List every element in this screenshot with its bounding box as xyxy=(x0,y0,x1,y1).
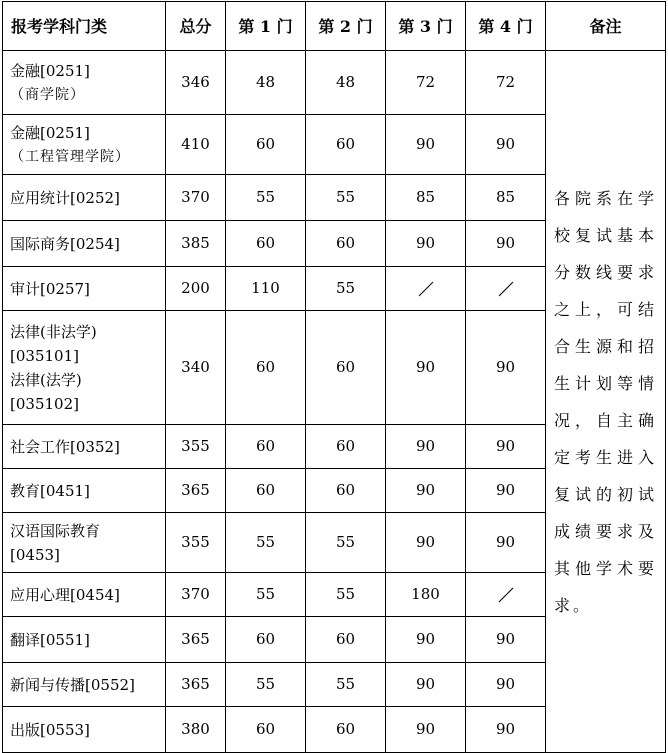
course-score-cell: 55 xyxy=(226,663,306,707)
total-score-cell: 355 xyxy=(166,425,226,469)
subject-line: 法律(非法学) xyxy=(10,322,97,341)
course-score-cell: 90 xyxy=(386,425,466,469)
subject-cell xyxy=(3,221,166,267)
total-score-cell: 346 xyxy=(166,51,226,115)
course-score-cell: 60 xyxy=(306,469,386,513)
course-score-cell: 48 xyxy=(306,51,386,115)
course-score-cell: 90 xyxy=(386,469,466,513)
total-score-cell: 200 xyxy=(166,267,226,311)
course-score-cell: 110 xyxy=(226,267,306,311)
subject-cell xyxy=(3,707,166,753)
not-applicable-cell xyxy=(386,267,466,311)
course-score-cell: 55 xyxy=(226,513,306,573)
course-score-cell: 55 xyxy=(226,175,306,221)
course-score-cell: 60 xyxy=(226,425,306,469)
course2-header: 第 2 门 xyxy=(306,2,386,51)
course-score-cell: 60 xyxy=(306,311,386,425)
table-body xyxy=(3,51,666,753)
subject-note: （商学院） xyxy=(10,86,85,103)
remark-cell: 各院系在学校复试基本分数线要求之上，可结合生源和招生计划等情况，自主确定考生进入复试的初试成绩要求及其他学术要求。 xyxy=(546,51,666,753)
subject-line: 汉语国际教育 xyxy=(10,521,101,540)
course-score-cell: 60 xyxy=(226,469,306,513)
total-score-cell: 365 xyxy=(166,617,226,663)
total-score-cell: 355 xyxy=(166,513,226,573)
subject-line: 法律(法学) xyxy=(10,370,82,389)
total-score-cell: 340 xyxy=(166,311,226,425)
course-score-cell: 72 xyxy=(466,51,546,115)
total-score-cell: 365 xyxy=(166,663,226,707)
course-score-cell: 90 xyxy=(386,707,466,753)
table-row xyxy=(3,51,666,115)
course-score-cell: 90 xyxy=(466,513,546,573)
total-score-cell: 370 xyxy=(166,175,226,221)
slash-icon xyxy=(417,280,435,298)
total-score-cell: 365 xyxy=(166,469,226,513)
course-score-cell: 90 xyxy=(466,221,546,267)
course3-header: 第 3 门 xyxy=(386,2,466,51)
subject-line: 应用统计[0252] xyxy=(10,188,120,207)
subject-line: [035101] xyxy=(10,346,79,365)
subject-line: 社会工作[0352] xyxy=(10,437,120,456)
course-score-cell: 48 xyxy=(226,51,306,115)
subject-header: 报考学科门类 xyxy=(3,2,166,51)
subject-line: 应用心理[0454] xyxy=(10,585,120,604)
course-score-cell: 55 xyxy=(306,663,386,707)
course-score-cell: 90 xyxy=(386,617,466,663)
course-score-cell: 90 xyxy=(466,707,546,753)
course-score-cell: 60 xyxy=(226,617,306,663)
course-score-cell: 60 xyxy=(306,221,386,267)
course-score-cell: 90 xyxy=(386,221,466,267)
course-score-cell: 55 xyxy=(306,175,386,221)
subject-note: （工程管理学院） xyxy=(10,148,130,165)
course-score-cell: 90 xyxy=(466,617,546,663)
course-score-cell: 90 xyxy=(386,311,466,425)
course-score-cell: 60 xyxy=(226,707,306,753)
course-score-cell: 60 xyxy=(306,707,386,753)
course-score-cell: 90 xyxy=(386,115,466,175)
subject-cell xyxy=(3,617,166,663)
course4-header: 第 4 门 xyxy=(466,2,546,51)
subject-line: 翻译[0551] xyxy=(10,630,90,649)
course-score-cell: 55 xyxy=(306,267,386,311)
course-score-cell: 90 xyxy=(466,663,546,707)
slash-icon xyxy=(497,280,515,298)
course-score-cell: 60 xyxy=(306,115,386,175)
not-applicable-cell xyxy=(466,573,546,617)
subject-cell xyxy=(3,115,166,175)
not-applicable-cell xyxy=(466,267,546,311)
course-score-cell: 90 xyxy=(466,311,546,425)
subject-cell xyxy=(3,51,166,115)
subject-line: 金融[0251] xyxy=(10,123,90,142)
subject-cell xyxy=(3,513,166,573)
remark-header: 备注 xyxy=(546,2,666,51)
subject-line: 国际商务[0254] xyxy=(10,234,120,253)
course-score-cell: 55 xyxy=(306,573,386,617)
course-score-cell: 60 xyxy=(226,115,306,175)
course-score-cell: 85 xyxy=(386,175,466,221)
score-table xyxy=(2,1,666,753)
subject-line: 出版[0553] xyxy=(10,720,90,739)
subject-cell xyxy=(3,175,166,221)
course-score-cell: 90 xyxy=(386,513,466,573)
total-score-cell: 385 xyxy=(166,221,226,267)
course-score-cell: 90 xyxy=(466,425,546,469)
slash-icon xyxy=(497,586,515,604)
subject-cell xyxy=(3,311,166,425)
subject-line: [035102] xyxy=(10,394,79,413)
subject-cell xyxy=(3,663,166,707)
subject-cell xyxy=(3,469,166,513)
subject-line: 金融[0251] xyxy=(10,61,90,80)
course-score-cell: 60 xyxy=(306,617,386,663)
course-score-cell: 55 xyxy=(226,573,306,617)
subject-cell xyxy=(3,425,166,469)
course-score-cell: 55 xyxy=(306,513,386,573)
course-score-cell: 90 xyxy=(386,663,466,707)
subject-cell xyxy=(3,267,166,311)
course-score-cell: 180 xyxy=(386,573,466,617)
course-score-cell: 90 xyxy=(466,469,546,513)
total-score-cell: 380 xyxy=(166,707,226,753)
course-score-cell: 60 xyxy=(226,311,306,425)
total-score-cell: 410 xyxy=(166,115,226,175)
subject-line: [0453] xyxy=(10,545,60,564)
course-score-cell: 60 xyxy=(306,425,386,469)
course-score-cell: 72 xyxy=(386,51,466,115)
course1-header: 第 1 门 xyxy=(226,2,306,51)
course-score-cell: 60 xyxy=(226,221,306,267)
subject-line: 审计[0257] xyxy=(10,279,90,298)
total-header: 总分 xyxy=(166,2,226,51)
subject-cell xyxy=(3,573,166,617)
total-score-cell: 370 xyxy=(166,573,226,617)
course-score-cell: 90 xyxy=(466,115,546,175)
subject-line: 教育[0451] xyxy=(10,481,90,500)
subject-line: 新闻与传播[0552] xyxy=(10,675,135,694)
header-row xyxy=(3,2,666,51)
course-score-cell: 85 xyxy=(466,175,546,221)
